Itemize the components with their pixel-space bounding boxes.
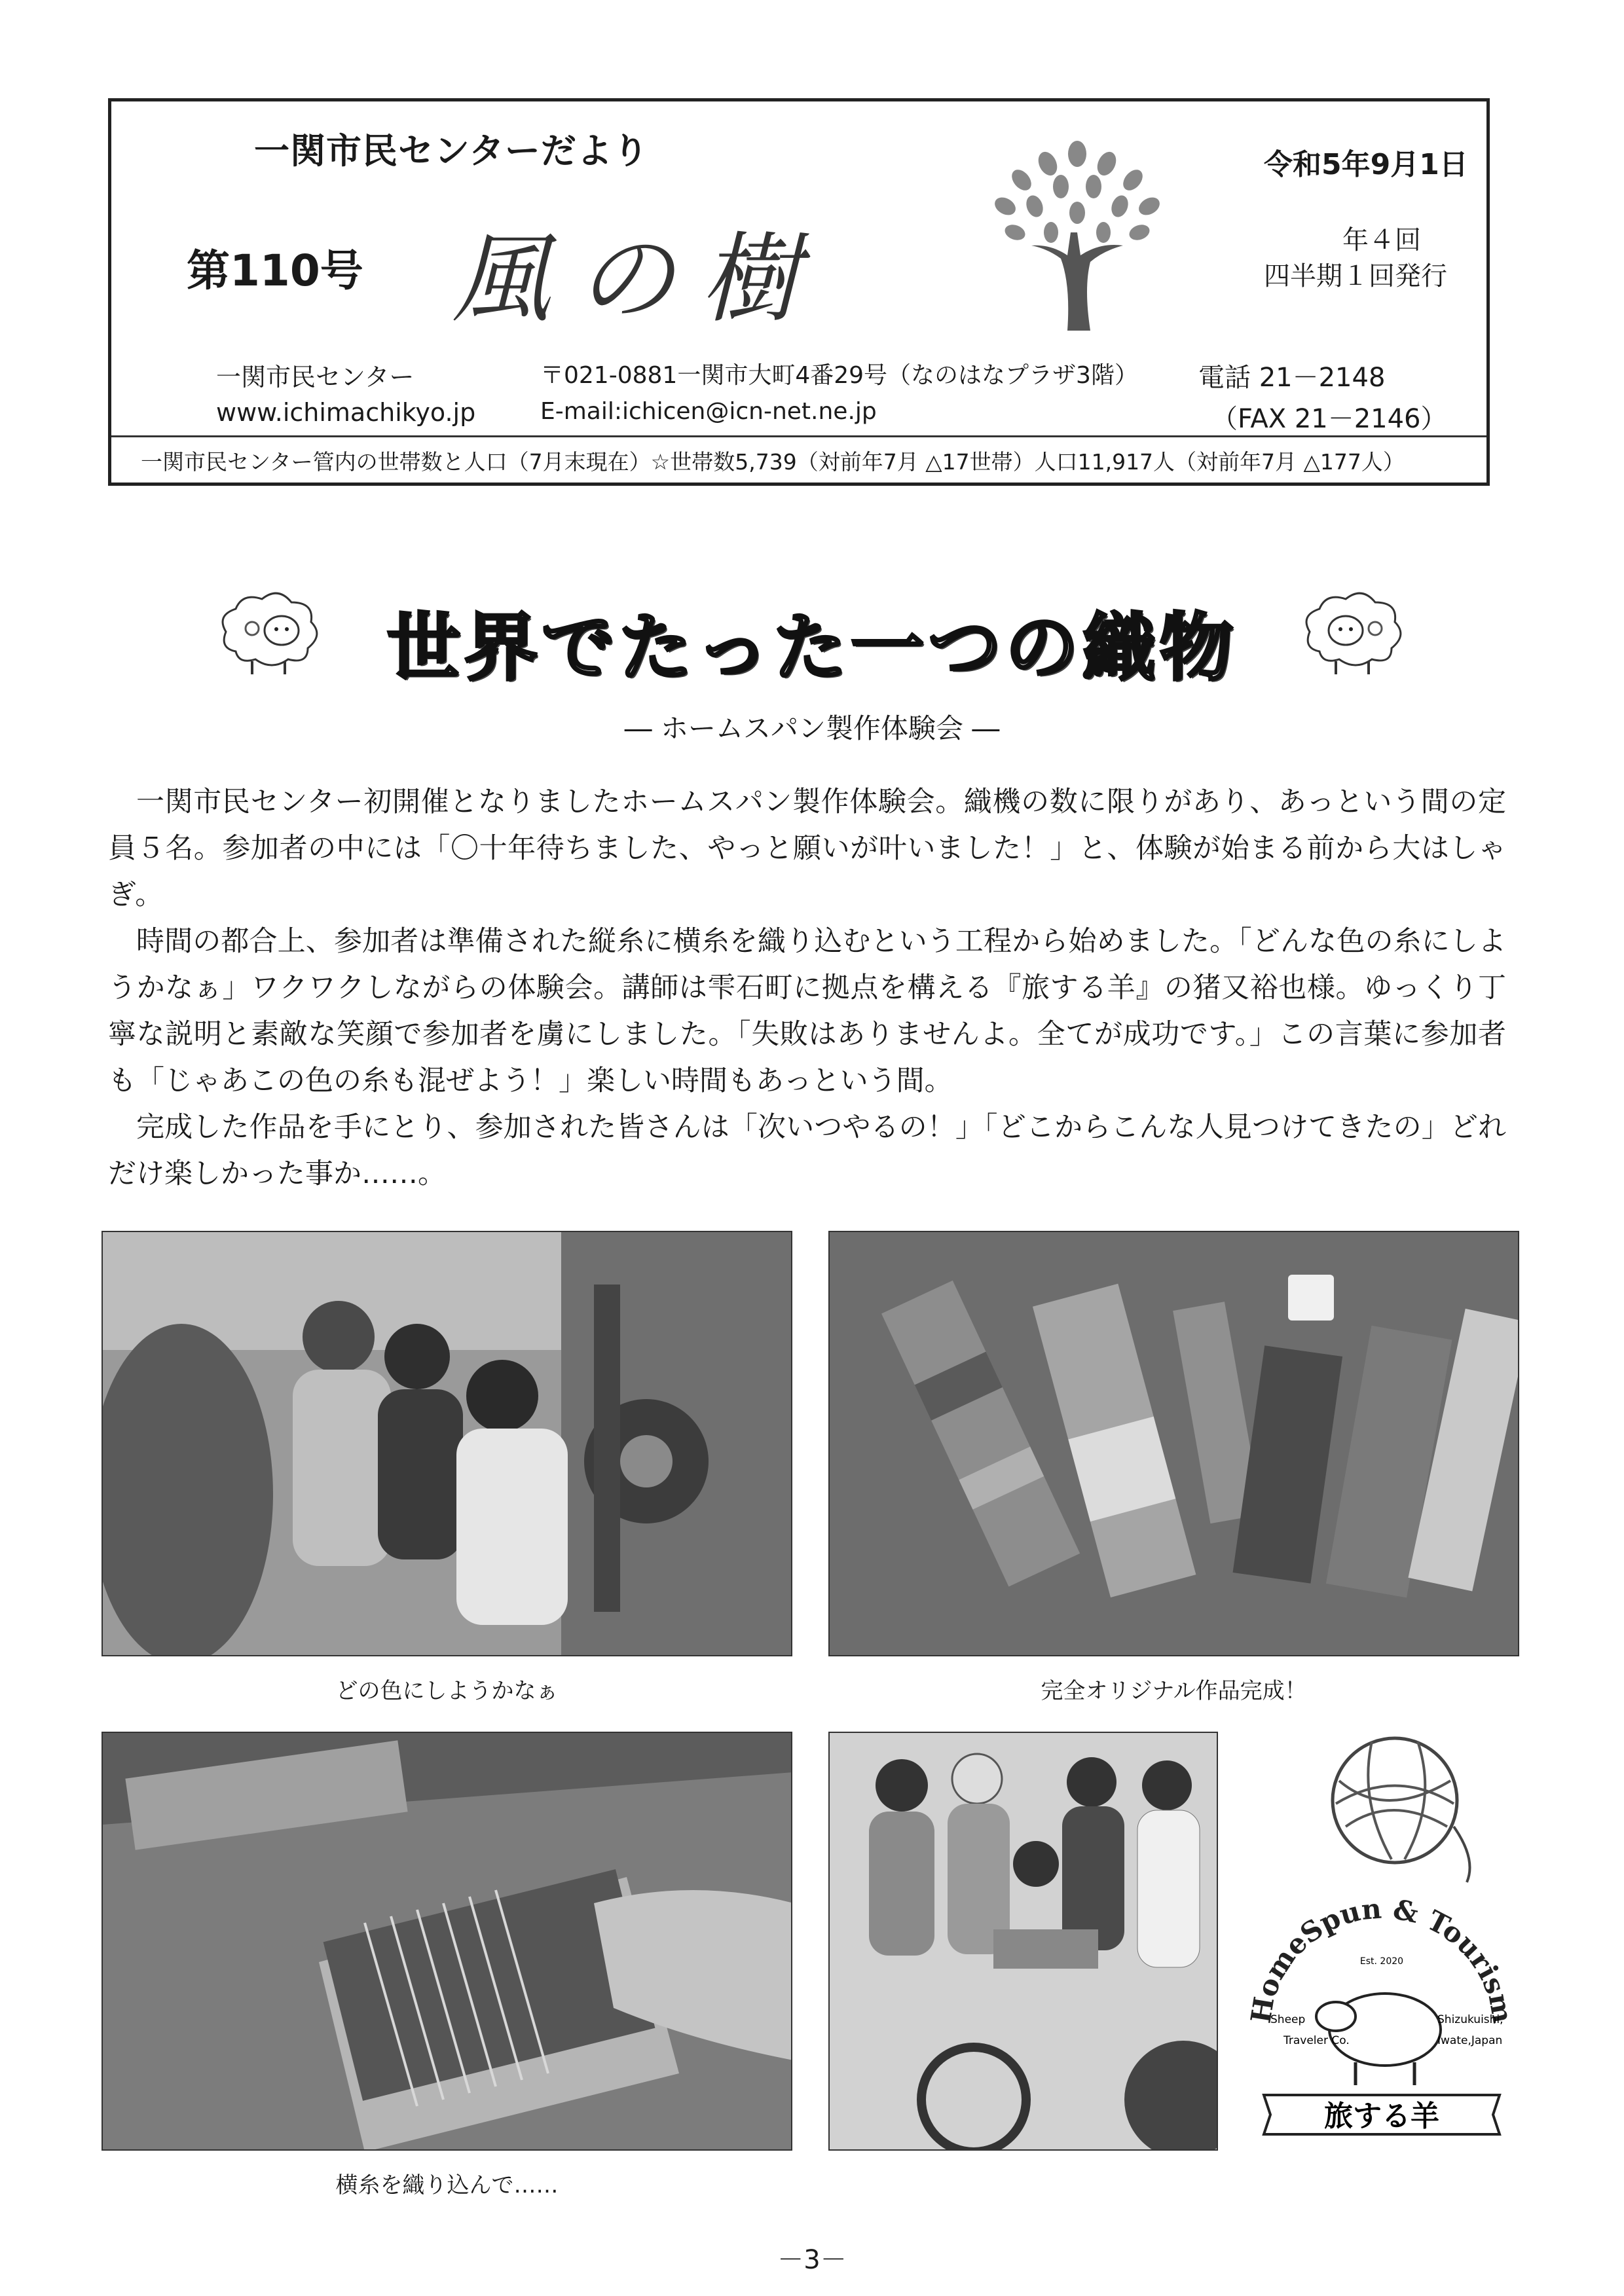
photo-loom: [101, 1732, 792, 2151]
yarn-ball-icon: [1320, 1728, 1483, 1892]
photo-caption-3: 横糸を織り込んで……: [335, 2172, 559, 2198]
fax-number: （FAX 21－2146）: [1211, 404, 1447, 434]
website-link[interactable]: www.ichimachikyo.jp: [216, 398, 476, 427]
photo-group: [828, 1732, 1218, 2151]
logo-right-text-2: Iwate,Japan: [1437, 2034, 1503, 2047]
photo-workshop: [101, 1231, 792, 1656]
masthead-divider: [111, 435, 1486, 437]
newsletter-title: 風の樹: [452, 223, 826, 337]
frequency-line-1: 年４回: [1342, 225, 1421, 255]
article-subheadline: ― ホームスパン製作体験会 ―: [624, 712, 1000, 744]
org-name: 一関市民センター: [216, 363, 415, 392]
logo-left-text-2: Traveler Co.: [1283, 2034, 1350, 2047]
photo-finished-works: [828, 1231, 1519, 1656]
email-link[interactable]: E-mail:ichicen@icn-net.ne.jp: [540, 398, 877, 425]
phone-number: 電話 21－2148: [1198, 363, 1386, 393]
newsletter-name: 一関市民センターだより: [254, 130, 649, 172]
paragraph-1: 一関市民センター初開催となりましたホームスパン製作体験会。織機の数に限りがあり、あっという間の定員５名。参加者の中には「〇十年待ちました、やっと願いが叶いました！」と、体験が始まる前から大はしゃぎ。: [108, 786, 1506, 911]
sheep-left-icon: [216, 586, 327, 678]
paragraph-2: 時間の都合上、参加者は準備された縦糸に横糸を織り込むという工程から始めました。「どんな色の糸にしようかなぁ」ワクワクしながらの体験会。講師は雫石町に拠点を構える『旅する羊』の猪又裕也様。ゆっくり丁寧な説明と素敵な笑顔で参加者を虜にしました。「失敗はありませんよ。全てが成功です。」この言葉に参加者も「じゃあこの色の糸も混ぜよう！」楽しい時間もあっという間。: [108, 925, 1506, 1097]
address: 〒021-0881一関市大町4番29号（なのはなプラザ3階）: [540, 362, 1138, 389]
photo-caption-1: どの色にしようかなぁ: [335, 1678, 559, 1704]
logo-est: Est. 2020: [1359, 1956, 1404, 1967]
issue-number: 第110号: [187, 246, 363, 296]
article-body: [108, 779, 1506, 1197]
sheep-right-icon: [1300, 586, 1411, 678]
paragraph-3: 完成した作品を手にとり、参加された皆さんは「次いつやるの！」「どこからこんな人見つけてきたの」どれだけ楽しかった事か……。: [108, 1111, 1506, 1190]
logo-left-text-1: Sheep: [1270, 2013, 1306, 2026]
logo-banner-text: 旅する羊: [1324, 2100, 1439, 2133]
logo-right-text-1: Shizukuishi,: [1437, 2013, 1504, 2026]
tree-logo-icon: [969, 134, 1185, 331]
photo-caption-2: 完全オリジナル作品完成！: [1041, 1678, 1307, 1704]
issue-date: 令和5年9月1日: [1264, 148, 1468, 181]
page-number: －3－: [777, 2245, 847, 2275]
homespun-tourism-logo: [1244, 1899, 1519, 2154]
population-stats: 一関市民センター管内の世帯数と人口（7月末現在）☆世帯数5,739（対前年7月 △17世帯）人口11,917人（対前年7月 △177人）: [141, 449, 1405, 475]
frequency-line-2: 四半期１回発行: [1264, 261, 1447, 291]
logo-arc-text: HomeSpun & Tourism: [1244, 1899, 1519, 2026]
article-headline: 世界でたった一つの織物: [387, 606, 1237, 691]
